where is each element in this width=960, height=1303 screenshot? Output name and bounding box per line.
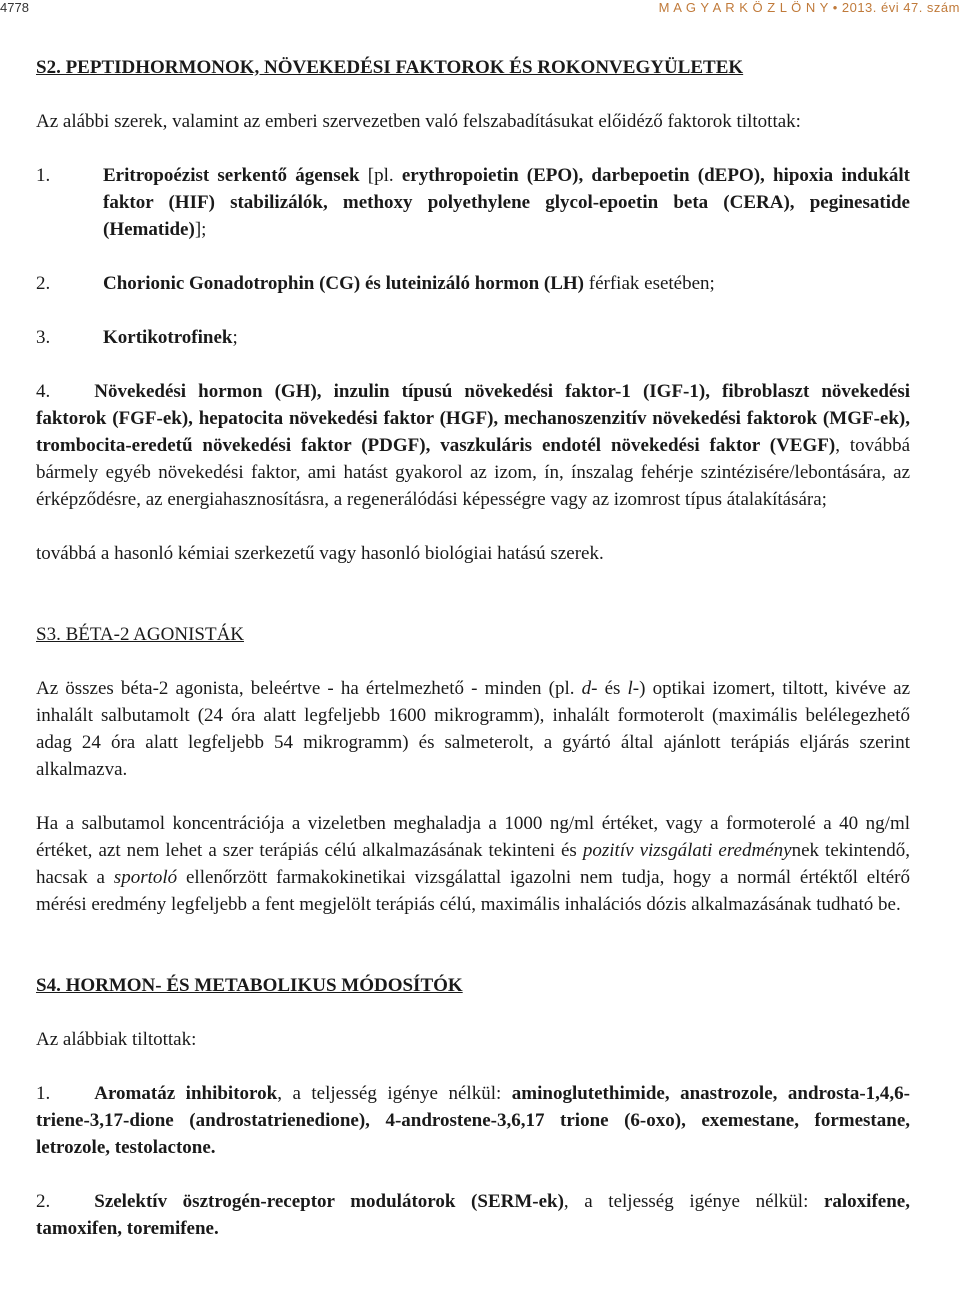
item-number: 1. <box>36 165 51 186</box>
section-title-s2: S2. PEPTIDHORMONOK, NÖVEKEDÉSI FAKTOROK ÉS ROKONVEGYÜLETEK <box>36 57 744 78</box>
item-number: 3. <box>36 327 51 348</box>
s2-item-2: 2. Chorionic Gonadotrophin (CG) és luteinizáló hormon (LH) férfiak esetében; <box>36 270 910 297</box>
section-title-s3: S3. BÉTA-2 AGONISTÁK <box>36 624 245 645</box>
page-header <box>0 0 960 16</box>
s4-item-1: 1. Aromatáz inhibitorok, a teljesség igénye nélkül: aminoglutethimide, anastrozole, androsta-1,4,6-triene-3,17-dione (androstatrienedione), 4-androstene-3,6,17 trione (6-oxo), exemestane, formestane, letrozole, testolactone. <box>36 1083 910 1158</box>
s3-paragraph-1: Az összes béta-2 agonista, beleértve - ha értelmezhető - minden (pl. d- és l-) optikai izomert, tiltott, kivéve az inhalált salbutamolt (24 óra alatt legfeljebb 1600 mikrogramm), inhalált formoterolt (maximális belélegezhető adag 24 óra alatt legfeljebb 54 mikrogramm) és salmeterolt, a gyártó által ajánlott terápiás eljárás szerint alkalmazva. <box>36 678 911 780</box>
page-number: 4778 <box>0 0 29 15</box>
item-number: 4. <box>36 381 51 402</box>
item-number: 2. <box>36 1191 51 1212</box>
document-body <box>36 50 910 1242</box>
s2-item-1: 1. Eritropoézist serkentő ágensek [pl. erythropoietin (EPO), darbepoetin (dEPO), hipoxia indukált faktor (HIF) stabilizálók, methoxy polyethylene glycol-epoetin beta (CERA), peginesatide (Hematide)]; <box>36 162 910 243</box>
section-title-s4: S4. HORMON- ÉS METABOLIKUS MÓDOSÍTÓK <box>36 975 463 996</box>
journal-title: M A G Y A R K Ö Z L Ö N Y • 2013. évi 47. szám <box>658 0 960 15</box>
item-number: 1. <box>36 1083 51 1104</box>
s2-intro: Az alábbi szerek, valamint az emberi szervezetben való felszabadításukat előidéző faktorok tiltottak: <box>36 111 801 132</box>
s3-paragraph-2: Ha a salbutamol koncentrációja a vizeletben meghaladja a 1000 ng/ml értéket, vagy a formoterolé a 40 ng/ml értéket, azt nem lehet a szer terápiás célú alkalmazásának tekinteni és pozitív vizsgálati eredménynek tekintendő, hacsak a sportoló ellenőrzött farmakokinetikai vizsgálattal igazolni nem tudja, hogy a normál értéktől eltérő mérési eredmény legfeljebb a fent megjelölt terápiás célú, maximális inhalációs dózis alkalmazásának tudható be. <box>36 813 910 915</box>
s4-intro: Az alábbiak tiltottak: <box>36 1029 197 1050</box>
item-number: 2. <box>36 273 51 294</box>
s2-item-3: 3. Kortikotrofinek; <box>36 324 910 351</box>
s2-closing: továbbá a hasonló kémiai szerkezetű vagy hasonló biológiai hatású szerek. <box>36 543 604 564</box>
s2-item-4: 4. Növekedési hormon (GH), inzulin típusú növekedési faktor-1 (IGF-1), fibroblaszt növekedési faktorok (FGF-ek), hepatocita növekedési faktor (HGF), mechanoszenzitív növekedési faktorok (MGF-ek), trombocita-eredetű növekedési faktor (PDGF), vaszkuláris endotél növekedési faktor (VEGF), továbbá bármely egyéb növekedési faktor, ami hatást gyakorol az izom, ín, ínszalag fehérje szintézisére/lebontására, az érképződésre, az energiahasznosításra, a regenerálódási képességre vagy az izomrost típus átalakítására; <box>36 381 910 510</box>
s4-item-2: 2. Szelektív ösztrogén-receptor modulátorok (SERM-ek), a teljesség igénye nélkül: raloxifene, tamoxifen, toremifene. <box>36 1191 910 1239</box>
